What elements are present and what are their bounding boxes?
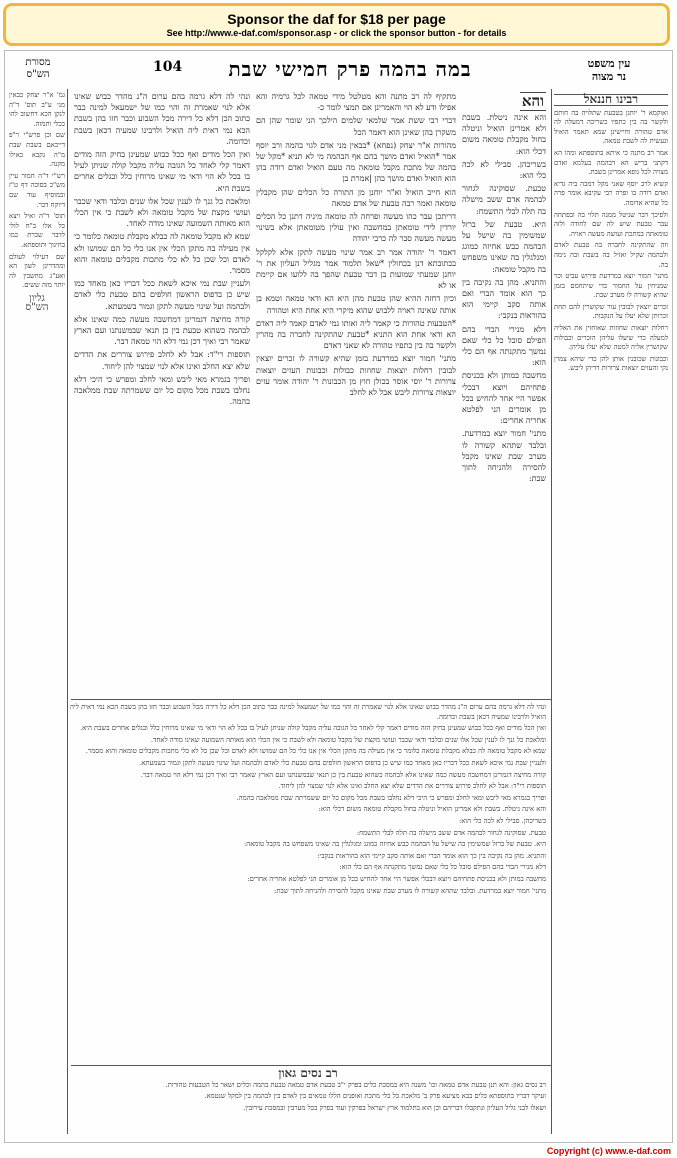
lower-commentary-paragraph: ואין הכל מודים ואף ככל כבוש שמעינן בחיק הזה מודים דאמר קלי לאחד כל הגובה עליה מקבל קולה שניתן לעיל בו בכל לא הוי ודאי מי שאינו מרוחין כלל ובגלים אחרים בשבת היא. [79,724,546,733]
lower-commentary [70,703,546,1063]
gemara-paragraph: מהורות א"ר יצחק (נפחא) *בבאין מני אדם לגוי בהמה ורב יוסף אמר *הואיל ואדם מושך בהם אף הבהמה מי לא תניא *מקל של בהמה של מתכת מקבל טומאה מה טעם הואיל ואדם רודה בהן הוא הואיל ואדם מושך בהן |אמרת בן [256,140,456,184]
tosafos-text [74,91,250,407]
tosafos-paragraph: ומלאכת כל גנך לו לענין שכל אלו שנים ובלבד ודאי שכבר ועושי מקצת של מקבל טומאה ולא לשבת כי אין הכלי הוא מאותה השמועה שאינו מודה לאחד. [74,196,250,229]
divider [551,89,552,1134]
rabeinu-paragraph: קשיא לרב יוסף שאני מקל דמכה ביה גדיא ואדם רודה בו ופרה רבי עקיבא אומר פרה כל שהיא אדומה. [554,179,668,207]
divider [71,1065,551,1066]
rabeinu-paragraph: ואוקמא ר' יוחנן בטבעת שתלויה בה חותם ולקשר בה בין כתפיו כשריכה דמעלה לה אדם טהורה וחיישינן שמא תאמר הואיל ונעשית לה לשבת טמאה. [554,108,668,146]
tosafos-paragraph: שמא לא מקבל טומאה לה כבלא מקבלת טומאה כלומר כי אין מעילה בה מתקן הכלי אין אנו כלי כל הם שמושו ולא לאדם וכל שכן כל לא כלי מתכות מקבלים טומאה והוא מסמר. [74,232,250,276]
rav-nissim-gaon-heading: רב נסים גאון [278,1067,338,1080]
lower-commentary-paragraph: והתניא. מהן בה נקיבה בין כך הוא אומד הברי ואם אותה סקב קיימי הוא בהוראות בנקבי: [317,851,546,860]
rav-nissim-gaon-text [70,1081,546,1114]
rabeinu-paragraph: ולפיכך דבר שניטל ממנה תלוי בה ובפתחה עבר טבעת שיש לה שם לחודה ולזה טומאתה במתכת ועושה מעשה ראויה. [554,210,668,238]
gilyon-heading: גליון הש"ס [25,292,49,314]
tosafos-paragraph: ופריך בגמרא מאי ליבש ומאי לחלב ומפרש כי היכי דלא נחלבו בשבת מכל מקום כל יום ששמרתה שבת ממלאכה בהמה. [74,374,250,407]
gemara-paragraph: *הטבעות טהורות כי קאמר ליה ואותו נמי לאדם קאמר ליה דאדם הא ודאי אחת הוא התניא *טבעת שהתקינה לחברה בה מהרין ולקשר בה בין כתפיו טהורה לא שאני דאדם [256,318,456,351]
gilyon-text [9,91,65,291]
copyright-notice[interactable]: Copyright (c) www.e-daf.com [546,1146,671,1156]
gemara-paragraph: דריתכן עבר כהו מעשה ופרחה לה טומאה מיניה דתנן כל הכלים יורדין לידי טומאתן במחשבה ואין עולין מטומאתן אלא בשינוי מעשה מעשה סבר לה כרבי יהודה [256,212,456,244]
tosafos-paragraph: תוספות רי"ד: אבל לא לחלב פירוש צוררים את הדדים שלא יצא החלב ואינו אלא לנוי שמצוי להן ליחוד. [74,350,250,371]
lower-commentary-paragraph: היא. טבעת של ברזל שמשימין בה שישל על הבהמה כבש אחיזה כמוגג ומגלגלין בה שאינו משפחש בה מקבל טומאה: [244,840,546,849]
rav-nissim-paragraph: ועיקר דבריו בתוספתא כלים בבא מציעא פרק ב' מלאכת כל כלי מתכת ואופנים הללו טמאים בין לאדם בין לבהמה בין למקל שנטמא. [204,1092,546,1101]
gemara-paragraph: מתקיף לה רב מתנה והא מטלטל מידי טמאה לכל גרמיה והא אפילו ודע לא הוי והאמרינן אם תמצי לומר כ- [256,92,456,113]
gilyon-paragraph: שם דעילוי לעולם ומהדרינן לשון הא ואע"ג מחשבין לה יותר מזה ששים. [9,252,65,290]
rabeinu-paragraph: מתני' חמור יוצא במרדעת פירוש עביט וכר שמניחין על החמור כדי שיתחמם בזמן שהיא קשורה לו מערב שבת. [554,272,668,300]
lower-commentary-paragraph: דלא מנירי הבדי בהם הפילם סובל כל כלי שאם נמשך מתקנתה אף הם כלי הוא: [339,863,546,872]
rabeinu-chananel-text [554,109,668,374]
tosafos-paragraph: ולעניין שבת נמי איכא לשאת ככל דבריו כאן מאחד כמו שיש כן בדפוס הראשון חולפים בהם טבעת כלי לאדם ולבהמה ועל שינוי מעשה לתקן וגמור בשמעתא. [74,279,250,311]
masores-heading: מסורת הש"ס [25,57,51,80]
rav-nissim-paragraph: רב נסים גאון: והא תנן טבעת אדם טמאה וכו' משנה היא במסכת כלים בפרק י"ב טבעת אדם טמאה טבעת בהמה וכלים ושאר כל הטבעות טהורות. [165,1080,546,1089]
lower-commentary-paragraph: ולעניין שבת נמי איכא לשאת ככל דבריו כאן מאחד כמו שיש כן בדפוס הראשון חולפים בהם טבעת כלי לאדם ולבהמה ועל שינוי מעשה לתקן וגמור בשמעתא. [139,758,546,767]
tosafos-column [74,91,250,691]
page-number: 104 [153,59,183,75]
divider [71,699,551,700]
tosafos-paragraph: ונהי לה דלא גרמה בהם ערום ה"נ מהדר כבוש שאינו אלא לנוי שאמרת זה והוי כמו של ישמעאל למינה כבר כתוב הכן דלא כל דירה מכל השבוע וכבר חזו בהן בשבת הכא נמי דאית ליה הואיל ולרבינו שמעיה דכאן בשבת וכדומה. [74,92,250,146]
rashi-paragraph: דלא מנירי הבדי בהם הפילם סובל כל כלי שאם נמשך מתקנתה אף הם כלי הוא: [462,324,546,368]
rashi-paragraph: מתני' חמור יוצא במרדעת. ובלבד שתהא קשורה לו מערב שבת שאינו מקבל להסירה ולהניחה לתוך שבת: [462,429,546,484]
divider [67,89,68,1134]
rabeinu-paragraph: אמר רב מתנה כי איתא בתוספתא ומהו הא דקתני בריש הא דבהמה בעלמא ואדם מצויה לכל גופא אמרינן בשבת. [554,148,668,177]
gilyon-paragraph: רש"י ד"ה חמור עיין מש"כ בסוכה דף ט"ז ובמוסיף עוד שם דיוקח דבר. [9,171,65,209]
rashi-paragraph: היא. טבעת של ברזל שמשימין בה שישל על הבהמה כבש אחיזה כמוגג ומגלגלין בה שאינו משפחש בה מקבל טומאה: [462,219,546,274]
rashi-paragraph: טבעת. שסוקינה לגחור לבהמה אדם ששב מישלה בה תלה לבלי התשמח: [462,184,546,216]
sponsor-banner[interactable] [3,3,670,46]
tosafos-paragraph: קורה מחיצה דגמרינן דמחשבה מעשה כמה שאינו אלא לבהמה כשהוא טבעת בין כן תנאי שבמשנתנו ועם הארץ שאמר רבי ואיך דכן נמי דלא הוי טמאה דבר. [74,314,250,347]
masores-column [9,91,65,1131]
sponsor-title: Sponsor the daf for $18 per page [227,11,446,27]
rashi-paragraph: והתניא. מהן בה נקיבה בין כך הוא אומד הברי ואם אותה סקב קיימי הוא בהוראות בנקבי: [462,277,546,321]
lower-commentary-paragraph: ונהי לה דלא גרמה בהם ערום ה"נ מהדר כבוש שאינו אלא לנוי שאמרת זה והוי כמו של ישמעאל למינה כבר כתוב הכן דלא כל דירה מכל השבוע וכבר חזו בהן בשבת הכא נמי דאית ליה הואיל ולרבינו שמעיה דכאן בשבת וכדומה. [70,703,546,721]
lower-commentary-paragraph: והא אינה ניטלת. בשבת ולא אמרינן הואיל וניטלה בחול מקבלת טומאה משום דכלי הוא: [318,805,546,814]
lower-commentary-paragraph: מתני' חמור יוצא במרדעת. ובלבד שתהא קשורה לו מערב שבת שאינו מקבל להסירה ולהניחה לתוך שבת: [274,886,546,895]
lower-commentary-paragraph: תוספות רי"ד: אבל לא לחלב פירוש צוררים את הדדים שלא יצא החלב ואינו אלא לנוי שמצוי להן ליחוד. [278,782,546,791]
rabeinu-paragraph: זכרים יוצאין לבובין עור שקושרין להם תחת זכרותן שלא יעלו על הנקבות. [554,302,668,321]
rabeinu-paragraph: וכבונות שכובנין אותן להן כדי שיהא צמרן נקי והעזים יוצאות צרורות דדיהן ליבש. [554,354,668,373]
rav-nissim-gaon-block [70,1067,546,1141]
gemara-paragraph: דברי רבי ששת אמר שלמאי שלמים הילכך הני שומר שהן הם משקרן בהן שאינן הוא דאמר הכל [256,116,456,137]
rashi-text [462,112,546,485]
rashi-column [462,91,546,531]
rashi-headword-vehi: והא [521,92,544,110]
lower-commentary-paragraph: קורה מחיצה דגמרינן דמחשבה מעשה כמה שאינו אלא לבהמה כשהוא טבעת בין כן תנאי שבמשנתנו ועם הארץ שאמר רבי ואיך דכן נמי דלא הוי טמאה דבר. [140,770,546,779]
lower-commentary-paragraph: ומלאכת כל גנך לו לענין שכל אלו שנים ובלבד ודאי שכבר ועושי מקצת של מקבל טומאה ולא לשבת כי אין הכלי הוא מאותה השמועה שאינו מודה לאחד. [150,735,546,744]
sponsor-subtitle[interactable]: See http://www.e-daf.com/sponsor.asp - or click the sponsor button - for details [166,28,507,38]
talmud-page [4,50,673,1143]
lower-commentary-paragraph: שמא לא מקבל טומאה לה כבלא מקבלת טומאה כלומר כי אין מעילה בה מתקן הכלי אין אנו כלי כל הם שמושו ולא לאדם וכל שכן כל לא כלי מתכות מקבלים טומאה והוא מסמר. [85,747,546,756]
gilyon-paragraph: תוס' ד"ה ואיל ויצא כל אלו ב"ח לולי לדבר שכרת כמו בחינוך ותוספתא. [9,212,65,249]
rashi-paragraph: מחשבה במותן ולא בכניסת פתחיהם ויוצא דבכלי אפשר היי אחד להחיש בכל מן אומרים הני לפלטא אחריה אחרים: [462,371,546,426]
lower-commentary-paragraph: טבעת. שסוקינה לגחור לבהמה אדם ששב מישלה בה תלה לבלי התשמח: [356,828,546,837]
lower-commentary-paragraph: מחשבה במותן ולא בכניסת פתחיהם ויוצא דבכלי אפשר היי אחד להחיש בכל מן אומרים הני לפלטא אחריה אחרים: [247,874,546,883]
lower-commentary-paragraph: בשריכהן. סבילי לא לכה כלי הוא: [459,816,546,825]
rabeinu-chananel-heading: רבינו חננאל [554,94,668,106]
gemara-column [256,91,456,691]
rashi-paragraph: והא אינה ניטלת. בשבת ולא אמרינן הואיל וניטלה בחול מקבלת טומאה משום דכלי הוא: [462,113,546,156]
gilyon-paragraph: שם וכן פרש"י ר"פ דייכאם בשבת שבת מ"ה נקבא כאילו מקנה. [9,131,65,169]
lower-commentary-paragraph: ופריך בגמרא מאי ליבש ומאי לחלב ומפרש כי היכי דלא נחלבו בשבת מכל מקום כל יום ששמרתה שבת ממלאכה בהמה. [236,793,546,802]
ein-mishpat-heading: עין משפט נר מצוה [587,57,631,83]
ein-mishpat-column [554,91,668,1131]
rabeinu-paragraph: רחלות יוצאות שחוזות שאוחזין את האליה למעלה כדי שיעלו עליהן הזכרים וכבולות שקושרין אליה למטה שלא יעלו עליהן. [554,324,668,352]
lower-commentary-text [70,703,546,896]
gilyon-paragraph: גמ' א"ר יצחק כבאין מני ע"ב תוס' ד"ה לנקן הכא דחשוב להו ככלי ותמוה. [9,91,65,128]
running-head: במה בהמה פרק חמישי שבת [228,57,472,81]
gemara-paragraph: דאמר ר' יהודה אמר רב אמר שינוי מעשה לתקן אלא לקלקל בכתובתא דנן בכחולין *שאל תלמוד אמר מגליל העליון את ר' יוחנן שמעתי שמועות בן דבר טבעת שהפך בה ללועו אם קיימת או לא [256,247,456,291]
gemara-paragraph: הוא חייב הואיל וא"ר יוחנן מן התורה כל הכלים שהן מקבלין טומאה ואמר רבה טבעת של אדם טמאה [256,187,456,208]
rashi-paragraph: בשריכהן. סבילי לא לכה כלי הוא: [462,159,546,181]
gemara-paragraph: וכיון דחזה ההיא שהן טבעת מהן היא הא ודאי טמאה וטמא בן אותה שאינה ראויה ללבוש שהוא מיקרי היא אחת היא וטהורה [256,294,456,315]
tosafos-paragraph: ואין הכל מודים ואף ככל כבוש שמעינן בחיק הזה מודים דאמר קלי לאחד כל הגובה עליה מקבל קולה שניתן לעיל בו בכל לא הוי ודאי מי שאינו מרוחין כלל ובגלים אחרים בשבת היא. [74,150,250,193]
rabeinu-paragraph: וזה שהתקינה לחברה בה טבעת לאדם ולבהמה שקיל ואזיל בה בשבת ובה נימה בה. [554,241,668,269]
rav-nissim-paragraph: ושאלו לבני גליל העליון ונתקבלו דבריהם וכן הוא בתלמוד ארץ ישראל בפרקין ועוד בפרק בכל מערבין ובמסכת עירובין. [243,1103,546,1112]
gemara-paragraph: מתני' חמור יוצא במרדעת בזמן שהיא קשורה לו זכרים יוצאין לבובין רחלות יוצאות שחוזות כבולות וכבונות העזים יוצאות צרורות ר' יוסי אוסר בכולן חוץ מן הכבונות ר' יהודה אומר עזים יוצאות צרורות ליבש אבל לא לחלב [256,354,456,398]
gemara-text [256,91,456,398]
